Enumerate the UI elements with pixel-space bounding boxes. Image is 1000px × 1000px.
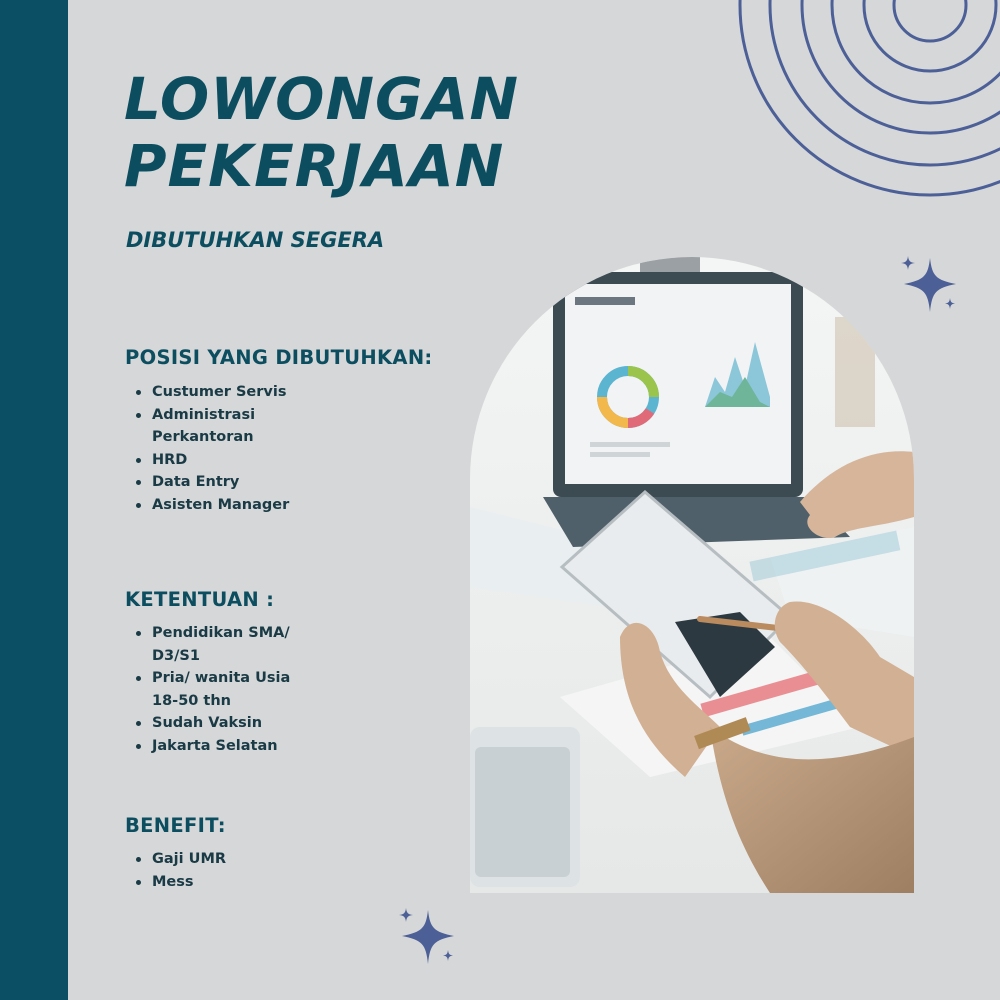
left-accent-stripe [0,0,68,1000]
list-item: Administrasi Perkantoran [134,404,282,449]
office-tablet-laptop-photo-icon [470,257,914,893]
list-item: Gaji UMR [134,848,334,871]
list-item: Pendidikan SMA/ D3/S1 [134,622,302,667]
requirements-heading: KETENTUAN : [125,588,275,611]
subtitle: DIBUTUHKAN SEGERA [126,228,385,252]
list-item: Sudah Vaksin [134,712,334,735]
benefits-list [134,848,334,893]
benefits-heading: BENEFIT: [125,814,226,837]
list-item: Jakarta Selatan [134,735,334,758]
list-item: Mess [134,871,334,894]
list-item: Custumer Servis [134,381,334,404]
positions-list [134,381,334,516]
page-title [124,66,519,200]
title-line-1: LOWONGAN [124,65,520,133]
concentric-rings-decoration [700,0,1000,205]
list-item: Data Entry [134,471,334,494]
list-item: Pria/ wanita Usia 18-50 thn [134,667,302,712]
list-item: Asisten Manager [134,494,334,517]
list-item: HRD [134,449,334,472]
sparkle-icon-bottom [396,906,460,970]
sparkle-icon [898,254,962,318]
positions-heading: POSISI YANG DIBUTUHKAN: [125,346,433,369]
title-line-2: PEKERJAAN [124,132,505,200]
office-photo [470,257,914,893]
requirements-list [134,622,334,757]
